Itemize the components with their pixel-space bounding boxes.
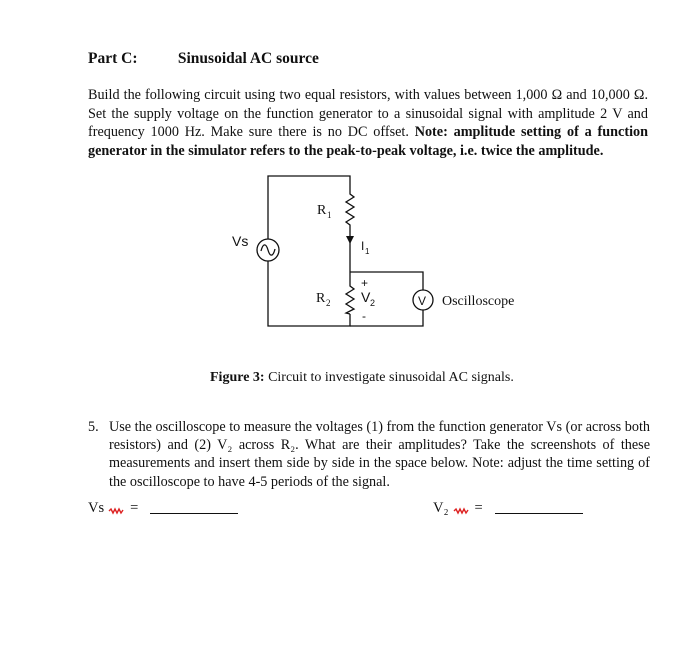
- resistor-r1: [346, 190, 354, 231]
- question-5: [88, 418, 650, 491]
- intro-text: Build the following circuit using two equal resistors, with values between 1,000 Ω and 10,000 Ω. Set the supply voltage on the function generator to a sinusoidal signal with amplitude 2 V and frequency 1000 Hz. Make sure there is no DC offset.: [88, 87, 648, 140]
- answer-vs-symbol: Vs: [88, 500, 105, 516]
- spellcheck-squiggle-icon: [453, 507, 469, 515]
- question-number: 5.: [88, 419, 99, 435]
- intro-note: Note: amplitude setting of a function generator in the simulator refers to the peak-to-peak voltage, i.e. twice the amplitude.: [88, 124, 648, 159]
- r2-label: R: [316, 291, 326, 306]
- spellcheck-squiggle-icon: [108, 507, 124, 515]
- question-text: Use the oscilloscope to measure the voltages (1) from the function generator Vs (or across both resistors) and (2) V₂ across R₂. What are their amplitudes? Take the screenshots of these measurements and insert them side by side in the space below. Note: adjust the time setting of the oscilloscope to have 4-5 periods of the signal.: [109, 419, 650, 490]
- answer-v2-equals: =: [474, 500, 483, 516]
- wire-bottom: [268, 257, 350, 326]
- wire-scope-bottom: [350, 310, 423, 326]
- current-subscript: 1: [365, 247, 370, 256]
- answer-vs-blank[interactable]: [150, 501, 238, 514]
- r1-subscript: 1: [327, 210, 332, 220]
- answer-v2-blank[interactable]: [495, 501, 583, 514]
- current-label: I: [361, 239, 365, 253]
- v2-label: V: [361, 289, 371, 305]
- v2-minus-sign: -: [362, 309, 366, 323]
- answer-v2-symbol: V₂: [433, 500, 449, 516]
- resistor-r2: [346, 282, 354, 314]
- r1-label: R: [317, 203, 327, 218]
- answer-v2: [433, 500, 583, 517]
- part-title: Sinusoidal AC source: [177, 50, 319, 67]
- wire-top-left: [268, 176, 350, 243]
- answer-vs: [88, 500, 238, 517]
- figure-caption: [210, 370, 514, 386]
- answer-vs-equals: =: [130, 500, 139, 516]
- caption-lead: Figure 3:: [210, 370, 265, 385]
- part-label: Part C:: [88, 50, 138, 67]
- v2-plus-sign: +: [361, 276, 369, 290]
- caption-text: Circuit to investigate sinusoidal AC signals.: [264, 370, 514, 385]
- current-arrow-icon: [346, 236, 354, 244]
- voltmeter-letter: V: [418, 294, 427, 308]
- source-label: Vs: [232, 233, 249, 249]
- r2-subscript: 2: [326, 298, 331, 308]
- v2-subscript: 2: [370, 298, 376, 308]
- oscilloscope-label: Oscilloscope: [442, 294, 515, 309]
